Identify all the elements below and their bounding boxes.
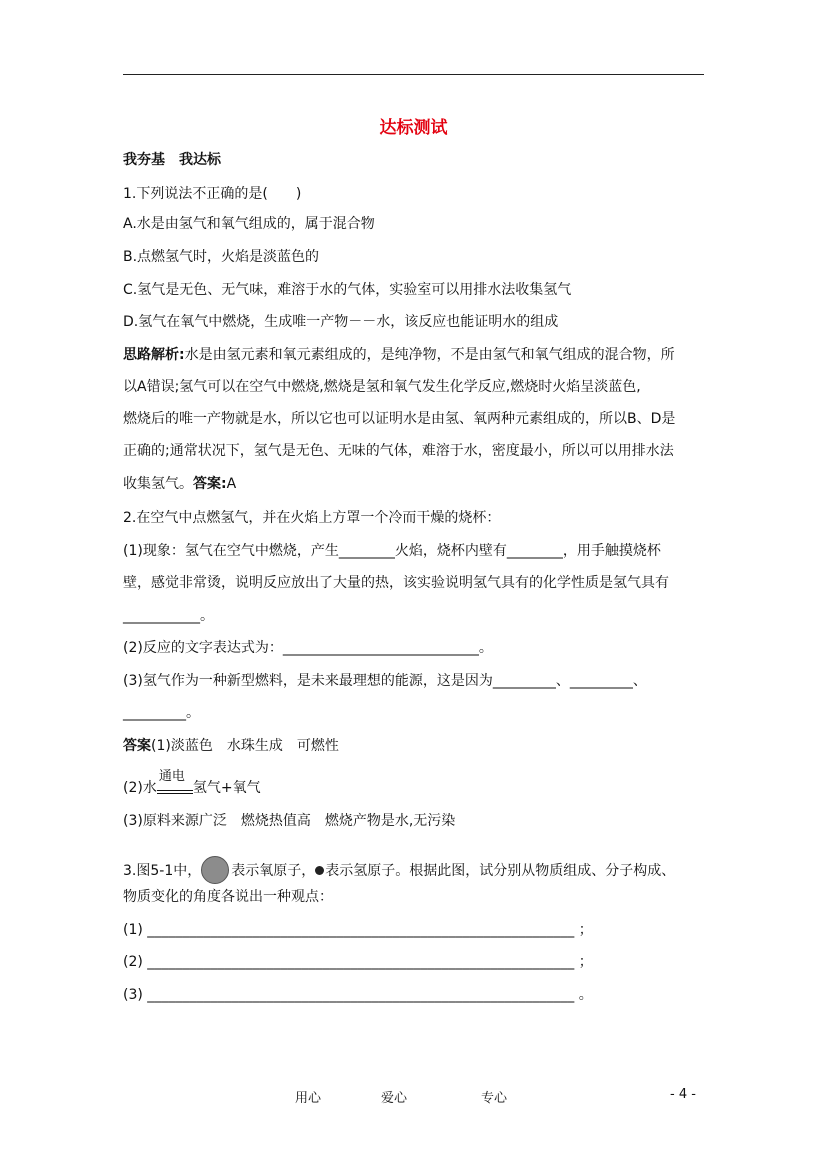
equals-line-bottom (157, 793, 193, 794)
equation-products: 氢气+氧气 (192, 780, 261, 796)
q2-answer-2 (123, 769, 261, 798)
analysis-text: 水是由氢元素和氧元素组成的，是纯净物，不是由氢气和氧气组成的混合物，所 (184, 347, 675, 363)
q2-stem: 2.在空气中点燃氢气，并在火焰上方罩一个冷而干燥的烧杯： (123, 510, 501, 526)
condition-label: 通电 (158, 769, 185, 784)
q2-answer-1-text: (1)淡蓝色 水珠生成 可燃性 (151, 738, 339, 754)
q2-part1-line-1: (1)现象：氢气在空气中燃烧，产生________火焰，烧杯内壁有________，用手触摸烧杯 (123, 543, 661, 559)
q3-stem-prefix: 3.图5-1中， (123, 863, 202, 879)
analysis-text-end: 收集氢气。 (123, 476, 193, 492)
section-heading: 我夯基 我达标 (123, 152, 221, 168)
page-title: 达标测试 (379, 118, 448, 138)
reaction-condition (157, 769, 193, 798)
q2-part2: (2)反应的文字表达式为：____________________________。 (123, 640, 493, 656)
hydrogen-atom-icon (315, 866, 324, 875)
q3-blank-3: (3) _____________________________________________________________ 。 (123, 987, 593, 1003)
answer-value: A (226, 476, 237, 492)
q1-analysis-line-1 (123, 345, 675, 365)
q1-option-a: A.水是由氢气和氧气组成的，属于混合物 (123, 216, 375, 232)
q1-option-c: C.氢气是无色、无气味，难溶于水的气体，实验室可以用排水法收集氢气 (123, 282, 572, 298)
q3-stem-line-1 (123, 856, 675, 884)
oxygen-atom-icon (201, 856, 229, 884)
q1-analysis-line-3: 燃烧后的唯一产物就是水，所以它也可以证明水是由氢、氧两种元素组成的，所以B、D是 (123, 411, 676, 427)
q1-analysis-line-5 (123, 474, 236, 494)
footer-mid: 爱心 (381, 1091, 408, 1106)
q3-blank-2: (2) _____________________________________________________________ ； (123, 954, 593, 970)
q2-part3-line-1: (3)氢气作为一种新型燃料，是未来最理想的能源，这是因为_________、_________、 (123, 673, 647, 689)
q3-stem-mid: 表示氧原子， (231, 863, 316, 879)
q1-option-b: B.点燃氢气时，火焰是淡蓝色的 (123, 249, 320, 265)
q1-option-d: D.氢气在氧气中燃烧，生成唯一产物－－水，该反应也能证明水的组成 (123, 314, 559, 330)
answer-label: 答案: (193, 476, 227, 492)
q1-analysis-line-4: 正确的;通常状况下，氢气是无色、无味的气体，难溶于水，密度最小，所以可以用排水法 (123, 443, 674, 459)
q2-answer-1 (123, 736, 339, 756)
q3-blank-1: (1) _____________________________________________________________ ； (123, 922, 593, 938)
q2-part1-line-3: ___________。 (123, 608, 214, 624)
analysis-label: 思路解析: (123, 347, 185, 363)
footer-right: 专心 (481, 1091, 508, 1106)
header-rule (123, 74, 704, 75)
q1-stem: 1.下列说法不正确的是( ) (123, 186, 302, 202)
equation-reactant: (2)水 (123, 780, 157, 796)
page-number: - 4 - (670, 1087, 696, 1102)
q2-part3-line-2: _________。 (123, 705, 200, 721)
footer-left: 用心 (295, 1091, 322, 1106)
q3-stem-suffix: 表示氢原子。根据此图，试分别从物质组成、分子构成、 (325, 863, 676, 879)
q1-analysis-line-2: 以A错误;氢气可以在空气中燃烧,燃烧是氢和氧气发生化学反应,燃烧时火焰呈淡蓝色, (123, 379, 641, 395)
q3-stem-line-2: 物质变化的角度各说出一种观点： (123, 889, 333, 905)
q2-answer-label: 答案 (123, 738, 151, 754)
q2-answer-3: (3)原料来源广泛 燃烧热值高 燃烧产物是水,无污染 (123, 813, 456, 829)
q2-part1-line-2: 壁，感觉非常烫，说明反应放出了大量的热，该实验说明氢气具有的化学性质是氢气具有 (123, 575, 669, 591)
equals-line-top (157, 790, 193, 791)
